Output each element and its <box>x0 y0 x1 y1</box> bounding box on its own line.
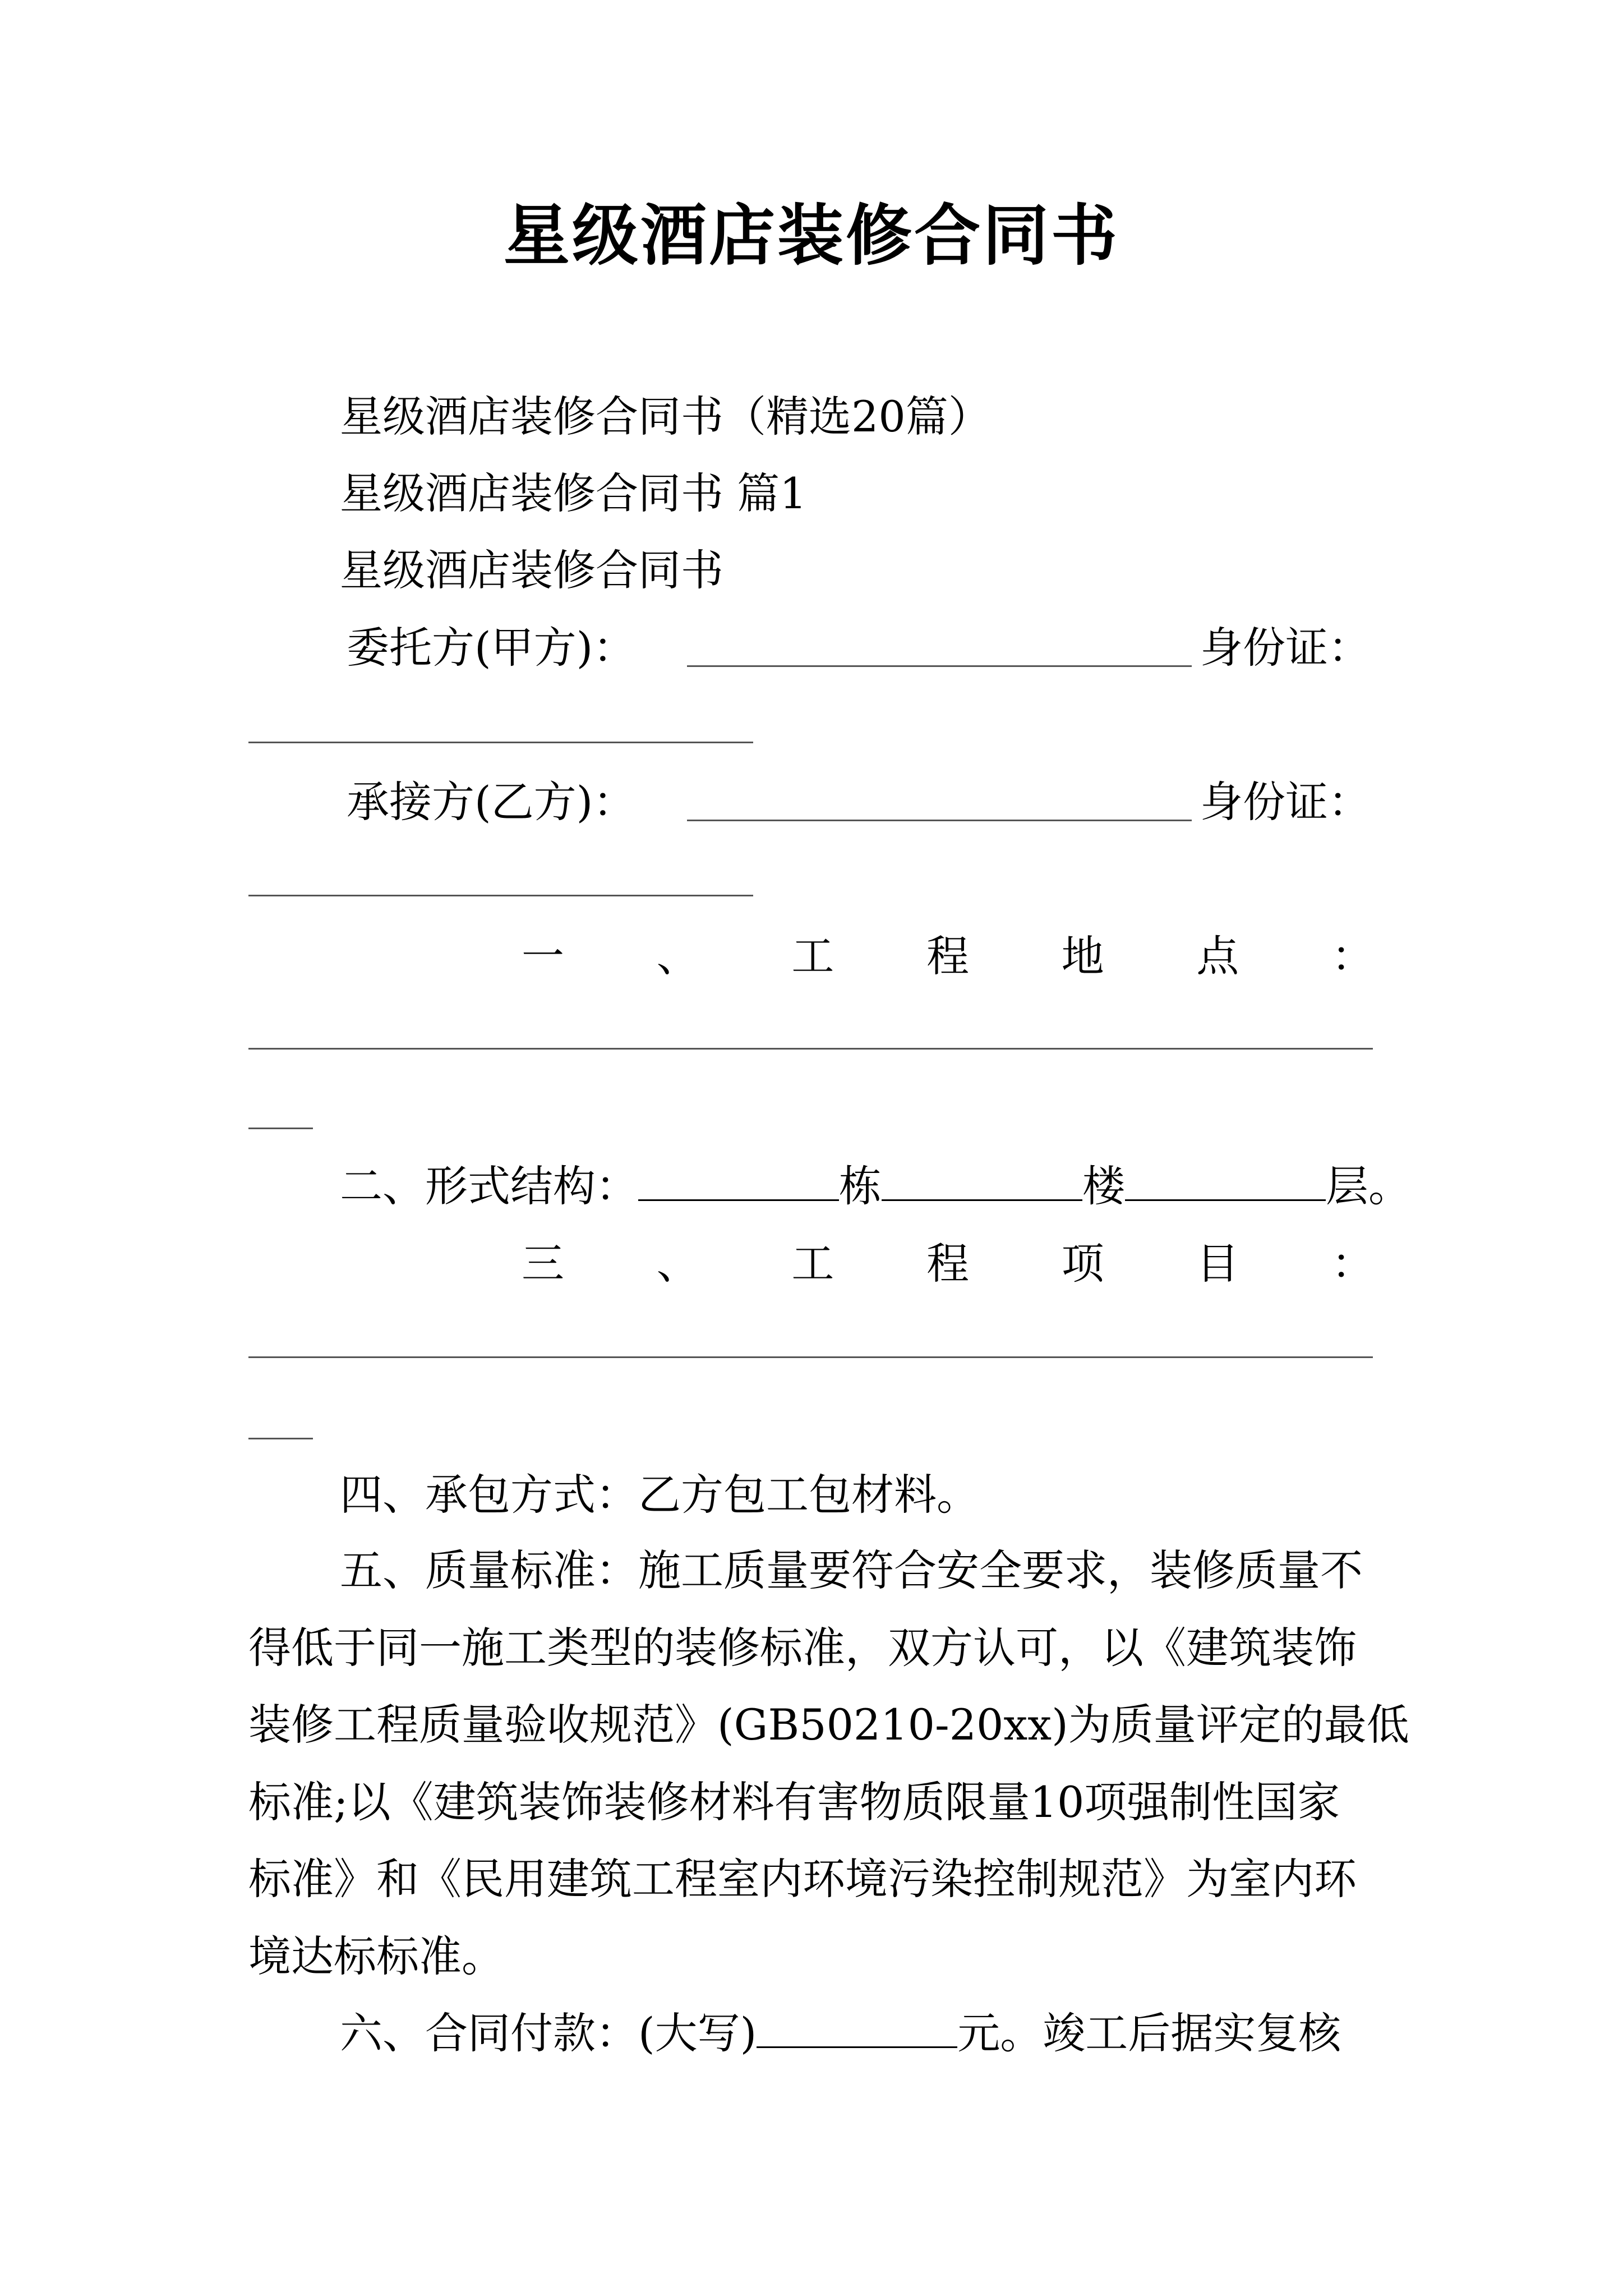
item3-char: 项 <box>1061 1239 1104 1289</box>
item3-char: 程 <box>926 1239 969 1289</box>
item3-char: ： <box>1331 1239 1374 1289</box>
party-b-name-blank[interactable] <box>687 820 1192 821</box>
item1-char: 点 <box>1196 931 1239 981</box>
party-a-name-blank[interactable] <box>687 665 1192 667</box>
party-b-id-label: 身份证： <box>1200 777 1371 827</box>
project-location-blank-cont[interactable] <box>248 1128 313 1129</box>
level-blank[interactable] <box>1125 1161 1326 1201</box>
item2-unit-floor: 楼 <box>1082 1161 1125 1211</box>
item5-line: 标准》和《民用建筑工程室内环境污染控制规范》为室内环 <box>248 1854 1357 1904</box>
item3-char: 工 <box>791 1239 834 1289</box>
party-a-id-blank[interactable] <box>248 742 753 743</box>
item1-char: 程 <box>926 931 969 981</box>
item4-contract-method: 四、承包方式：乙方包工包材料。 <box>340 1470 979 1520</box>
item3-char: 、 <box>656 1239 699 1289</box>
item2-prefix: 二、形式结构： <box>340 1161 638 1211</box>
party-a-label: 委托方(甲方)： <box>347 623 636 673</box>
item3-char: 目 <box>1196 1239 1239 1289</box>
item3-heading <box>522 1233 1374 1295</box>
payment-amount-blank[interactable] <box>757 2008 957 2048</box>
item1-char: 、 <box>656 931 699 981</box>
party-a-id-label: 身份证： <box>1200 623 1371 673</box>
item1-char: 工 <box>791 931 834 981</box>
item2-unit-building: 栋 <box>839 1161 882 1211</box>
item5-line: 标准;以《建筑装饰装修材料有害物质限量10项强制性国家 <box>248 1777 1340 1827</box>
floor-blank[interactable] <box>882 1161 1082 1201</box>
document-subtitle: 星级酒店装修合同书（精选20篇） <box>340 392 991 441</box>
item5-line: 境达标标准。 <box>248 1931 504 1981</box>
item6-prefix: 六、合同付款：(大写) <box>340 2008 757 2058</box>
item2-line <box>340 1156 1411 1217</box>
item1-char: ： <box>1331 931 1374 981</box>
item6-line <box>340 2003 1341 2064</box>
item2-unit-level: 层。 <box>1326 1161 1411 1211</box>
section-heading: 星级酒店装修合同书 篇1 <box>340 468 807 518</box>
item5-line: 五、质量标准：施工质量要符合安全要求，装修质量不 <box>340 1545 1363 1595</box>
document-title: 星级酒店装修合同书 <box>503 196 1119 274</box>
item5-line: 装修工程质量验收规范》(GB50210-20xx)为质量评定的最低 <box>248 1700 1409 1750</box>
building-count-blank[interactable] <box>638 1161 839 1201</box>
item5-line: 得低于同一施工类型的装修标准，双方认可，以《建筑装饰 <box>248 1623 1357 1673</box>
project-location-blank[interactable] <box>248 1048 1373 1050</box>
project-items-blank[interactable] <box>248 1356 1373 1358</box>
item6-suffix: 元。竣工后据实复核 <box>957 2008 1341 2058</box>
project-items-blank-cont[interactable] <box>248 1438 313 1439</box>
contract-name: 星级酒店装修合同书 <box>340 545 723 595</box>
item3-char: 三 <box>522 1239 564 1289</box>
party-b-label: 承接方(乙方)： <box>347 777 636 827</box>
item1-char: 一 <box>522 931 564 981</box>
party-b-id-blank[interactable] <box>248 895 753 896</box>
item1-heading <box>522 926 1374 987</box>
item1-char: 地 <box>1061 931 1104 981</box>
